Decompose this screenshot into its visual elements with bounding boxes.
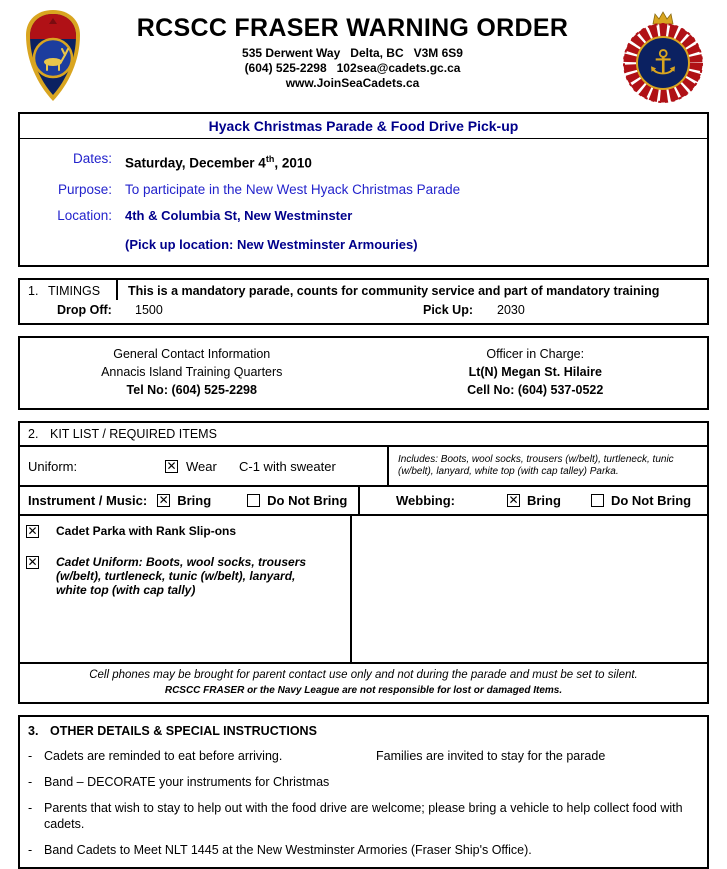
drop-off-value: 1500 <box>135 302 163 317</box>
website-line: www.JoinSeaCadets.ca <box>285 76 420 90</box>
purpose-label: Purpose: <box>57 181 112 197</box>
document-header <box>0 0 727 112</box>
instrument-do-not-bring-label: Do Not Bring <box>267 492 348 508</box>
webbing-bring-checkbox: ✕ <box>508 493 519 507</box>
dates-value-pre: Saturday, December 4 <box>125 155 266 171</box>
oic-name: Lt(N) Megan St. Hilaire <box>468 364 602 379</box>
webbing-cell <box>360 487 707 514</box>
pick-up-value: 2030 <box>497 302 525 317</box>
anchor-icon: ⚓ <box>647 43 679 83</box>
document-title: RCSCC FRASER WARNING ORDER <box>136 14 569 42</box>
bullet-dash: - <box>28 800 33 815</box>
purpose-row <box>20 177 707 203</box>
other-item-text: Cadets are reminded to eat before arriving. <box>44 748 283 763</box>
cell-phone-note: Cell phones may be brought for parent contact use only and not during the parade and must be set to silent. <box>89 668 638 681</box>
oic-title: Officer in Charge: <box>486 346 585 361</box>
other-details-title: OTHER DETAILS & SPECIAL INSTRUCTIONS <box>50 723 317 738</box>
general-contact-title: General Contact Information <box>113 346 271 361</box>
kit-list-number: 2. <box>28 426 39 441</box>
general-contact-line: Annacis Island Training Quarters <box>101 364 283 379</box>
instrument-webbing-row <box>20 487 707 516</box>
officer-in-charge-column <box>364 345 708 399</box>
other-item-band-decorate <box>28 774 697 790</box>
timings-section <box>18 278 709 325</box>
oic-cell: Cell No: (604) 537-0522 <box>467 382 604 397</box>
location-value: 4th & Columbia St, New Westminster <box>125 207 353 223</box>
dates-value-post: , 2010 <box>274 155 312 171</box>
uniform-value: C-1 with sweater <box>239 458 336 474</box>
webbing-bring-label: Bring <box>526 492 561 508</box>
parka-item-text: Cadet Parka with Rank Slip-ons <box>56 523 237 538</box>
cadet-uniform-checkbox: ✕ <box>27 554 38 569</box>
location-label: Location: <box>57 207 112 223</box>
uniform-wear-checkbox: ✕ <box>166 458 177 473</box>
anchor-wreath-badge-icon <box>621 8 705 104</box>
kit-item-parka <box>26 524 344 538</box>
event-section <box>18 112 709 267</box>
kit-list-title: KIT LIST / REQUIRED ITEMS <box>50 426 217 441</box>
instrument-bring-label: Bring <box>177 492 212 508</box>
drop-off-label: Drop Off: <box>57 302 112 317</box>
instrument-do-not-bring-checkbox <box>247 494 260 507</box>
other-details-header <box>28 724 697 738</box>
purpose-value: To participate in the New West Hyack Christmas Parade <box>125 181 461 197</box>
dates-label: Dates: <box>72 151 112 166</box>
other-details-section <box>18 715 709 869</box>
parka-checkbox: ✕ <box>27 523 38 538</box>
liability-note: RCSCC FRASER or the Navy League are not responsible for lost or damaged Items. <box>164 684 563 696</box>
uniform-wear-label: Wear <box>186 458 217 474</box>
ship-badge-icon <box>22 8 84 104</box>
dates-row <box>20 146 707 177</box>
timings-header-row <box>20 280 707 300</box>
kit-items-area <box>20 516 707 664</box>
cadet-uniform-item-text: Cadet Uniform: Boots, wool socks, trousers (w/belt), turtleneck, tunic (w/belt), lanyard, white top (with cap tally) <box>56 554 307 597</box>
families-invited-note: Families are invited to stay for the parade <box>376 748 606 763</box>
sea-cadets-crest-icon <box>621 8 705 109</box>
bullet-dash: - <box>28 842 33 857</box>
general-contact-tel: Tel No: (604) 525-2298 <box>126 382 257 397</box>
timings-times-row <box>20 300 707 323</box>
event-title: Hyack Christmas Parade & Food Drive Pick-up <box>20 114 707 139</box>
pick-up-label: Pick Up: <box>423 302 474 317</box>
bullet-dash: - <box>28 748 33 763</box>
instrument-cell <box>20 487 360 514</box>
kit-items-empty-column <box>352 516 707 662</box>
other-item-text: Band Cadets to Meet NLT 1445 at the New Westminster Armories (Fraser Ship's Office). <box>44 842 532 857</box>
kit-item-cadet-uniform <box>26 555 344 597</box>
uniform-row <box>20 447 707 487</box>
webbing-do-not-bring-label: Do Not Bring <box>610 492 692 508</box>
general-contact-column <box>20 345 364 399</box>
timings-heading <box>20 280 118 300</box>
timings-number: 1. <box>28 283 39 298</box>
other-item-text: Parents that wish to stay to help out with the food drive are welcome; please bring a vehicle to help collect food with cadets. <box>44 800 683 831</box>
location-row <box>20 203 707 229</box>
phone-email-line: (604) 525-2298 102sea@cadets.gc.ca <box>244 61 461 75</box>
timings-label: TIMINGS <box>48 283 101 298</box>
uniform-label: Uniform: <box>28 458 78 474</box>
other-item-parents-food-drive <box>28 800 697 832</box>
dates-value <box>125 146 312 177</box>
webbing-label: Webbing: <box>396 492 455 508</box>
address-line: 535 Derwent Way Delta, BC V3M 6S9 <box>242 46 463 60</box>
other-item-text: Band – DECORATE your instruments for Christmas <box>44 774 330 789</box>
kit-items-column <box>20 516 352 662</box>
webbing-do-not-bring-checkbox <box>591 494 604 507</box>
other-details-number: 3. <box>28 723 39 738</box>
contact-section <box>18 336 709 410</box>
other-item-eat-before <box>28 748 697 764</box>
pickup-location-note: (Pick up location: New Westminster Armouries) <box>125 236 418 252</box>
bullet-dash: - <box>28 774 33 789</box>
other-item-band-meet-time <box>28 842 697 858</box>
kit-list-header <box>20 423 707 447</box>
instrument-bring-checkbox: ✕ <box>158 493 169 507</box>
header-text-block <box>84 8 621 91</box>
timings-mandatory-note: This is a mandatory parade, counts for community service and part of mandatory training <box>128 283 660 298</box>
uniform-includes-note: Includes: Boots, wool socks, trousers (w/belt), turtleneck, tunic (w/belt), lanyard, white top (with cap talley) Parka. <box>387 447 707 485</box>
rcscc-fraser-crest-icon <box>22 8 84 109</box>
instrument-label: Instrument / Music: <box>28 492 148 508</box>
uniform-wear-cell <box>165 447 239 485</box>
kit-list-section <box>18 421 709 704</box>
dates-ordinal: th <box>265 154 275 164</box>
event-body <box>20 139 707 265</box>
